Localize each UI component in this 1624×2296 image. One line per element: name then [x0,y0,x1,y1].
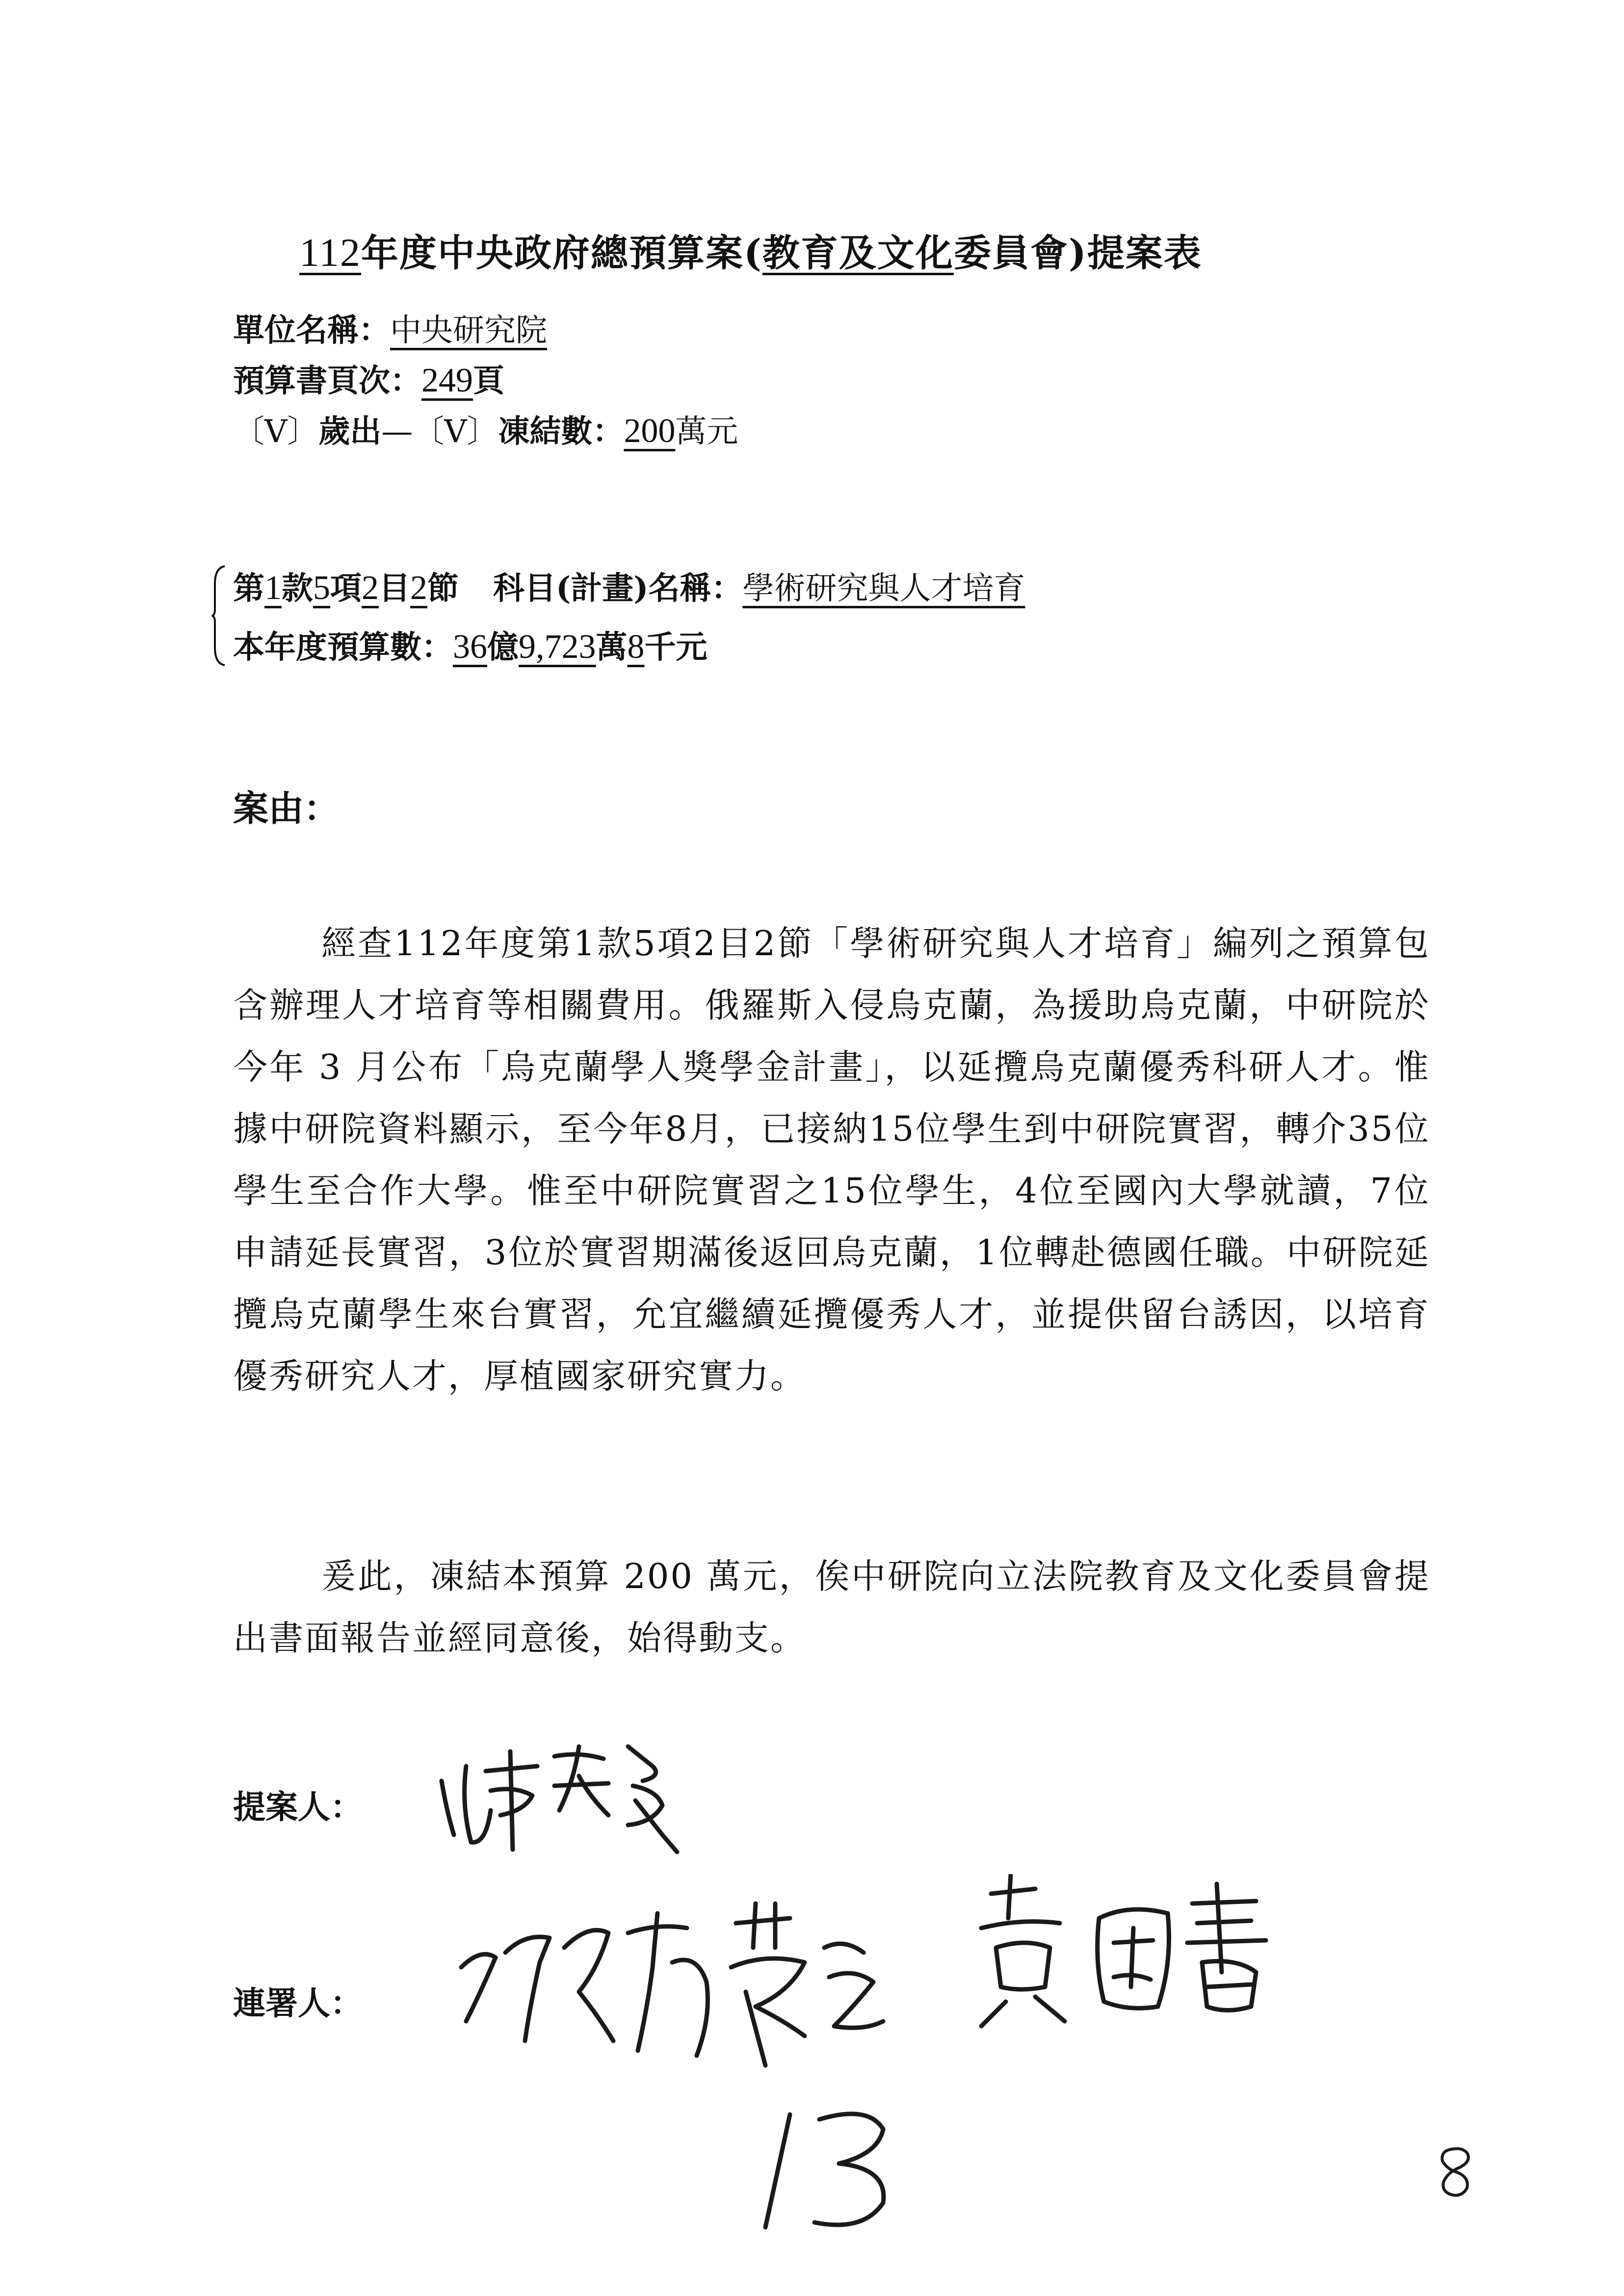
proposer-label: 提案人： [233,1788,363,1826]
title-suffix: 委員會)提案表 [953,231,1202,275]
section-label: 第 [233,570,264,607]
page-unit: 頁 [473,363,504,399]
amount-qian: 8 [627,628,645,666]
sub-unit: 目 [379,570,410,607]
section-unit: 款 [282,570,313,607]
reason-heading: 案由： [233,787,340,829]
freeze-prefix-1: 〔V〕 [233,414,319,450]
amount-qian-unit: 千元 [644,629,707,666]
page-value: 249 [421,362,473,399]
freeze-line [233,406,738,451]
cosigner-signature-2 [962,1874,1354,2031]
reason-paragraph-2: 爰此，凍結本預算 200 萬元，俟中研院向立法院教育及文化委員會提出書面報告並經同意後，始得動支。 [233,1556,1430,1658]
amount-yi: 36 [453,628,487,666]
reason-paragraph-1: 經查112年度第1款5項2目2節「學術研究與人才培育」編列之預算包含辦理人才培育等相關費用。俄羅斯入侵烏克蘭，為援助烏克蘭，中研院於今年 3 月公布「烏克蘭學人獎學金計畫」，以延攬烏克蘭優秀科研人才。惟據中研院資料顯示，至今年8月，已接納15位學生到中研院實習，轉介35位學生至合作大學。惟至中研院實習之15位學生，4位至國內大學就讀，7位申請延長實習，3位於實習期滿後返回烏克蘭，1位轉赴德國任職。中研院延攬烏克蘭學生來台實習，允宜繼續延攬優秀人才，並提供留台誘因，以培育優秀研究人才，厚植國家研究實力。 [233,923,1430,1396]
node-unit: 節 [427,570,459,607]
document-title [299,223,1202,277]
unit-line [233,305,547,350]
budget-amount-line [233,622,707,667]
title-committee: 教育及文化 [762,231,954,275]
sub-value: 2 [362,569,379,607]
subject-value: 學術研究與人才培育 [742,571,1025,607]
subject-label: 科目(計畫)名稱： [493,570,743,607]
title-prefix: 年度中央政府總預算案( [361,231,762,275]
node-value: 2 [410,569,427,607]
cosigner-label: 連署人： [233,1984,363,2022]
freeze-prefix-2: 〔V〕 [413,414,498,450]
page-number [1433,2144,1477,2198]
unit-label: 單位名稱： [233,312,390,349]
page-label: 預算書頁次： [233,363,421,399]
unit-value: 中央研究院 [390,313,547,349]
title-year: 112 [299,230,361,275]
freeze-unit: 萬元 [675,414,738,450]
freeze-label-1: 歲出 [318,413,382,450]
section-value: 1 [264,569,282,607]
item-unit: 項 [330,570,362,607]
item-value: 5 [313,569,330,607]
cosigner-signature-1 [451,1894,917,2080]
amount-wan: 9,723 [519,628,596,666]
freeze-label-2: 凍結數： [498,413,624,450]
budget-item-line [233,563,1025,608]
budget-page-line [233,356,504,401]
proposer-signature [432,1737,697,1854]
freeze-dash: — [381,414,413,450]
amount-yi-unit: 億 [487,629,519,666]
amount-label: 本年度預算數： [233,629,453,666]
handwritten-number [756,2100,913,2237]
amount-wan-unit: 萬 [596,629,628,666]
freeze-value: 200 [624,412,676,450]
left-bracket [211,564,226,667]
